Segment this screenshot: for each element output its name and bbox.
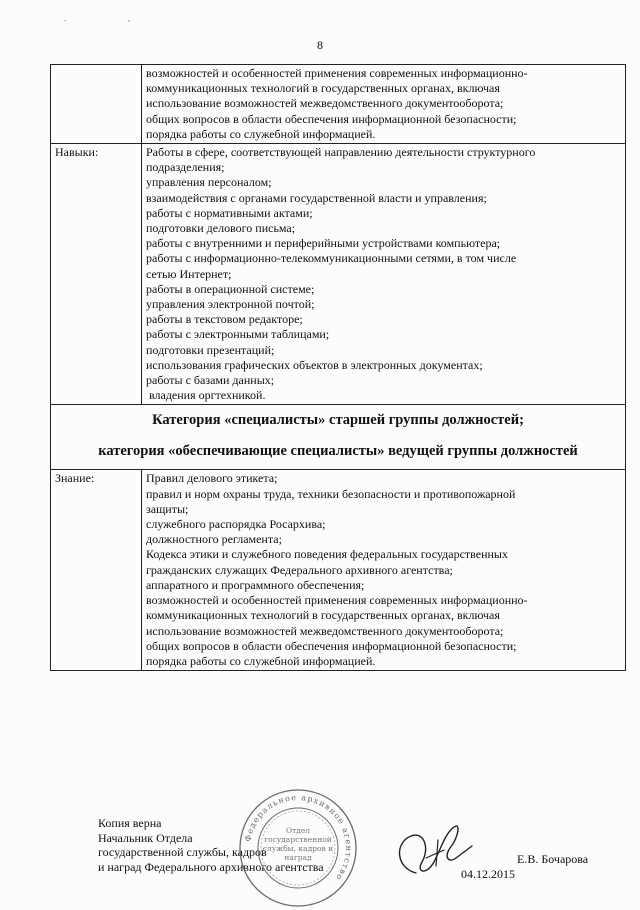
text-line: правил и норм охраны труда, техники безопасности и противопожарной	[146, 486, 516, 501]
text-line: порядка работы со служебной информацией.	[146, 653, 376, 668]
table-row-heading	[51, 405, 626, 470]
text-line: работы в операционной системе;	[146, 281, 315, 296]
row-content-knowledge	[142, 470, 626, 671]
table-row	[51, 470, 626, 671]
scan-marks: . ,	[64, 14, 160, 23]
text-line: возможностей и особенностей применения современных информационно-	[146, 66, 528, 80]
text-line: работы с информационно-телекоммуникационными сетями, в том числе	[146, 251, 517, 266]
stamp-center-text: Отдел государственной службы, кадров и наград	[262, 826, 334, 862]
category-heading-line-2: категория «обеспечивающие специалисты» ведущей группы должностей	[98, 443, 578, 460]
text-line: владения оргтехникой.	[149, 388, 266, 403]
text-line: возможностей и особенностей применения современных информационно-	[146, 593, 528, 608]
text-line: защиты;	[146, 501, 189, 516]
text-line: использование возможностей межведомственного документооборота;	[146, 623, 504, 638]
row-label-knowledge: Знание:	[51, 470, 142, 671]
text-line: подготовки презентаций;	[146, 342, 275, 357]
text-line: служебного распорядка Росархива;	[146, 517, 326, 532]
text-line: работы с базами данных;	[146, 373, 275, 388]
text-line: общих вопросов в области обеспечения информационной безопасности;	[146, 638, 517, 653]
text-line: взаимодействия с органами государственной власти и управления;	[146, 190, 487, 205]
signer-title-line-3: и наград Федерального архивного агентства	[98, 859, 324, 874]
text-line: управления персоналом;	[146, 175, 272, 190]
row-content-skills	[142, 144, 626, 405]
copy-certified-text: Копия верна	[98, 816, 162, 830]
signature-date: 04.12.2015	[461, 867, 515, 881]
official-stamp-icon	[236, 786, 360, 910]
text-line: Работы в сфере, соответствующей направлению деятельности структурного	[146, 145, 536, 160]
text-line: коммуникационных технологий в государственных органах, включая	[146, 81, 500, 96]
category-heading-line-1: Категория «специалисты» старшей группы должностей;	[152, 412, 524, 429]
text-line: коммуникационных технологий в государственных органах, включая	[146, 608, 500, 623]
text-line: подготовки делового письма;	[146, 221, 296, 236]
text-line: подразделения;	[146, 160, 225, 175]
text-line: Правил делового этикета;	[146, 471, 278, 486]
text-line: управления электронной почтой;	[146, 297, 315, 312]
table-row	[51, 144, 626, 405]
text-line: сетью Интернет;	[146, 266, 232, 281]
signer-title-line-1: Начальник Отдела	[98, 830, 193, 845]
row-label-skills: Навыки:	[51, 144, 142, 405]
stamp-ring-text: Федеральное архивное агентство	[243, 792, 354, 883]
text-line: работы с электронными таблицами;	[146, 327, 330, 342]
text-line: аппаратного и программного обеспечения;	[146, 577, 365, 592]
text-line: Кодекса этики и служебного поведения федеральных государственных	[146, 547, 508, 562]
text-line: использования графических объектов в электронных документах;	[146, 357, 483, 372]
qualification-table	[50, 64, 626, 671]
text-line: работы в текстовом редакторе;	[146, 312, 303, 327]
page-number: 8	[317, 38, 323, 52]
row-label	[51, 65, 142, 144]
text-line: использование возможностей межведомственного документооборота;	[146, 96, 504, 111]
text-line: гражданских служащих Федерального архивного агентства;	[146, 562, 453, 577]
row-content	[142, 65, 626, 144]
signer-title-line-2: государственной службы, кадров	[98, 845, 267, 859]
text-line: работы с нормативными актами;	[146, 205, 313, 220]
text-line: должностного регламента;	[146, 532, 282, 547]
text-line: порядка работы со служебной информацией.	[146, 126, 376, 141]
text-line: работы с внутренними и периферийными устройствами компьютера;	[146, 236, 501, 251]
signer-name: Е.В. Бочарова	[517, 852, 589, 866]
text-line: общих вопросов в области обеспечения информационной безопасности;	[146, 111, 517, 126]
category-heading	[51, 405, 626, 470]
table-row	[51, 65, 626, 144]
